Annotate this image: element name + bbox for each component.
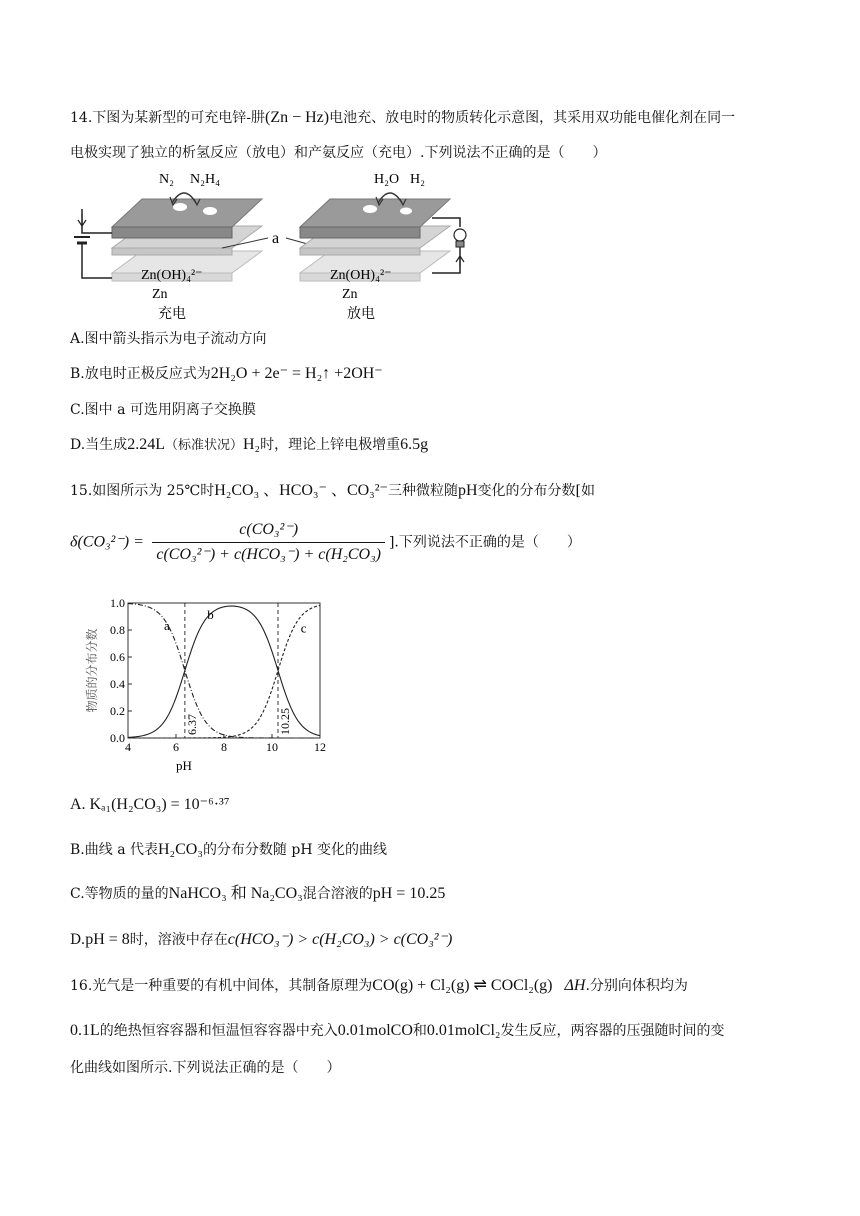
charge-label-n2: N₂	[159, 172, 174, 187]
q15-stem-line1	[70, 481, 595, 501]
discharge-label-h2: H₂	[410, 172, 425, 187]
q16-stem-text-2: .分别向体积均为	[585, 978, 688, 994]
series-label-a: a	[164, 618, 170, 633]
pka-label: 6.37	[184, 714, 199, 735]
x-axis-label: pH	[176, 758, 192, 773]
q15-fraction-denominator: c(CO₃²⁻) + c(HCO₃⁻) + c(H₂CO₃)	[156, 546, 381, 563]
q16-text-3: 发生反应，两容器的压强随时间的变	[500, 1023, 725, 1039]
y-axis-label: 物质的分布分数	[85, 628, 99, 713]
q14-formula-zn-hz: (Zn − Hz)	[265, 109, 330, 126]
chart-labels	[84, 596, 326, 773]
q16-stem-text: 16.光气是一种重要的有机中间体，其制备原理为	[70, 978, 373, 994]
q16-co-amount: 0.01molCO	[337, 1022, 413, 1039]
q14-option-b-formula: 2H₂O + 2e⁻ = H₂↑ +2OH⁻	[210, 365, 383, 382]
q15-delta-lhs: δ(CO₃²⁻) =	[70, 533, 144, 551]
y-tick-label: 0.6	[110, 650, 125, 664]
q14-stem-text-2: 电池充、放电时的物质转化示意图，其采用双功能电催化剂在同一	[329, 110, 736, 126]
y-tick-label: 0.0	[110, 731, 125, 745]
discharge-label-h2o: H₂O	[374, 172, 400, 187]
q15-species: H₂CO₃ 、HCO₃⁻ 、CO₃²⁻	[214, 482, 388, 499]
q14-option-c: C.图中 a 可选用阴离子交换膜	[70, 402, 256, 418]
y-tick-label: 0.2	[110, 704, 125, 718]
q16-stem-line1	[70, 976, 688, 996]
distribution-chart	[76, 588, 346, 788]
battery-figure	[72, 163, 482, 328]
discharge-caption: 放电	[347, 307, 375, 322]
q16-equation: CO(g) + Cl₂(g) ⇌ COCl₂(g)	[372, 977, 553, 994]
charge-electrolyte-label: Zn(OH)₄²⁻	[141, 268, 203, 283]
q15-stem-tail: ].下列说法不正确的是（ ）	[388, 534, 581, 551]
q15-option-d-label: D.	[70, 932, 86, 948]
charge-caption: 充电	[158, 307, 186, 322]
q14-option-d-mass: 6.5g	[400, 436, 429, 453]
q16-stem-line2	[70, 1021, 725, 1041]
q16-stem-line3: 化曲线如图所示.下列说法正确的是（ ）	[70, 1060, 341, 1076]
series-label-c: c	[300, 620, 307, 636]
q15-option-b-formula: H₂CO₃	[158, 841, 203, 858]
y-tick-label: 0.4	[110, 677, 125, 691]
q14-option-a: A.图中箭头指示为电子流动方向	[70, 331, 267, 347]
discharge-electrolyte-label: Zn(OH)₄²⁻	[330, 268, 392, 283]
y-tick-label: 0.8	[110, 623, 125, 637]
q15-option-b-text-2: 的分布分数随 pH 变化的曲线	[202, 842, 388, 858]
x-tick-label: 6	[173, 740, 179, 754]
q16-text-2: 和	[412, 1023, 427, 1039]
q14-option-d-text-3: 时，理论上锌电极增重	[260, 437, 401, 453]
q16-text: 的绝热恒容容器和恒温恒容容器中充入	[99, 1023, 338, 1039]
q15-option-c-ph: pH = 10.25	[372, 885, 446, 902]
q15-option-b-text: B.曲线 a 代表	[70, 842, 158, 858]
x-tick-label: 12	[314, 740, 326, 754]
q15-stem-text-3: 变化的分布分数[如	[477, 483, 596, 499]
q15-ph: pH	[458, 482, 478, 499]
x-tick-label: 4	[125, 740, 131, 754]
q14-stem-line2: 电极实现了独立的析氢反应（放电）和产氨反应（充电）.下列说法不正确的是（ ）	[70, 145, 607, 161]
q16-cl2-amount: 0.01molCl₂	[426, 1022, 501, 1039]
q14-option-d-volume: 2.24L	[127, 436, 165, 453]
q15-stem-text: 15.如图所示为 25℃时	[70, 483, 215, 499]
q15-fraction	[152, 520, 385, 565]
q15-option-d-relation: c(HCO₃⁻) > c(H₂CO₃) > c(CO₃²⁻)	[227, 931, 453, 948]
x-tick-label: 8	[221, 740, 227, 754]
q16-volume: 0.1L	[70, 1022, 100, 1039]
q15-option-d-text: 时，溶液中存在	[129, 932, 228, 948]
q14-option-b-text: B.放电时正极反应式为	[70, 366, 211, 382]
q14-option-d-text-2: （标准状况）	[164, 438, 243, 453]
y-tick-label: 1.0	[110, 596, 125, 610]
q15-option-d	[70, 930, 452, 950]
q15-option-c-text: C.等物质的量的	[70, 886, 169, 902]
q15-stem-text-2: 三种微粒随	[388, 483, 458, 499]
q15-option-c-text-2: 混合溶液的	[302, 886, 373, 902]
q14-stem-line1	[70, 108, 735, 128]
x-tick-label: 10	[266, 740, 278, 754]
q15-option-a	[70, 795, 229, 815]
q15-option-c-formula: NaHCO₃ 和 Na₂CO₃	[168, 885, 303, 902]
q15-option-a-text: A. Kₐ₁(H₂CO₃) = 10⁻⁶·³⁷	[70, 796, 230, 813]
q14-option-d-text: D.当生成	[70, 437, 128, 453]
q15-option-d-ph: pH = 8	[85, 931, 130, 948]
q14-option-d-h2: H₂	[242, 436, 261, 453]
q15-option-b	[70, 840, 387, 860]
discharge-electrode-label: Zn	[342, 287, 358, 302]
q15-option-c	[70, 884, 445, 904]
q14-option-d	[70, 435, 428, 456]
pka-label: 10.25	[278, 708, 292, 735]
charge-electrode-label: Zn	[152, 287, 168, 302]
series-label-b: b	[207, 607, 214, 623]
q15-formula-line	[70, 520, 581, 565]
q16-delta-h: ΔH	[564, 977, 586, 994]
charge-label-n2h4: N₂H₄	[190, 172, 220, 187]
q14-stem-text: 14.下图为某新型的可充电锌-肼	[70, 110, 265, 126]
membrane-label-a: a	[272, 230, 280, 247]
q14-option-b	[70, 364, 383, 384]
q15-fraction-numerator: c(CO₃²⁻)	[152, 520, 385, 543]
